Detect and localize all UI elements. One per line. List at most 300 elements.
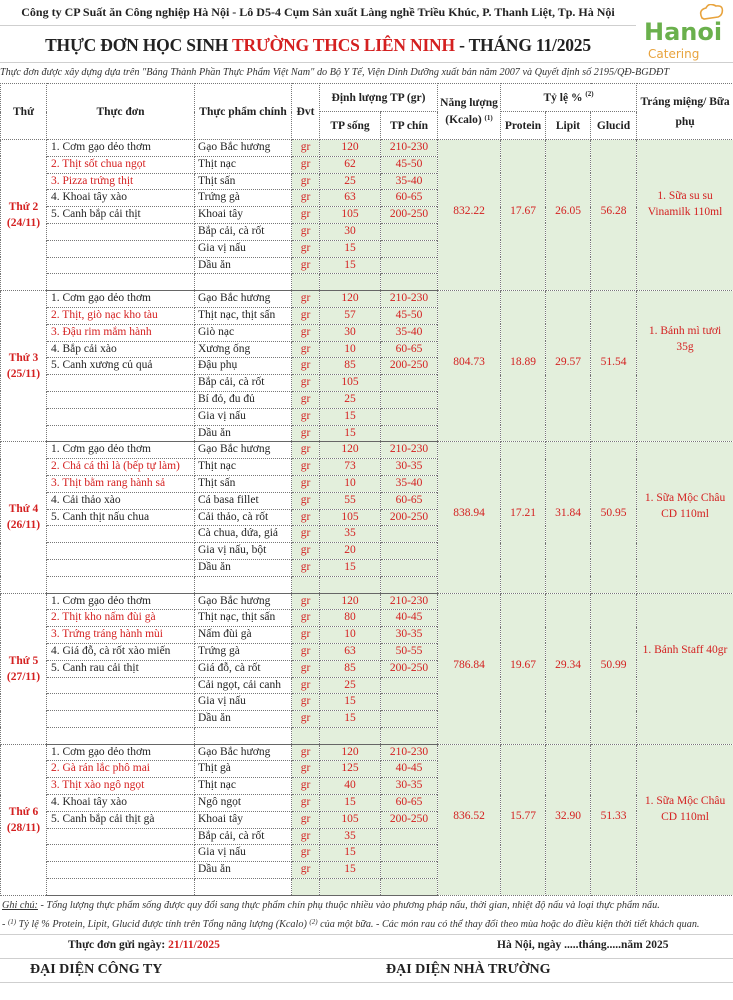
raw-amount-cell: 15 xyxy=(320,559,381,576)
ingredient-cell: Gạo Bắc hương xyxy=(195,593,292,610)
unit-cell: gr xyxy=(292,660,320,677)
ingredient-cell: Gạo Bắc hương xyxy=(195,442,292,459)
unit-cell xyxy=(292,576,320,593)
cooked-amount-cell xyxy=(381,223,438,240)
raw-amount-cell: 120 xyxy=(320,442,381,459)
protein-cell: 18.89 xyxy=(501,291,546,442)
raw-amount-cell: 15 xyxy=(320,795,381,812)
dish-cell: 4. Khoai tây xào xyxy=(47,795,195,812)
dish-cell: 3. Pizza trứng thịt xyxy=(47,173,195,190)
ingredient-cell: Thịt gà xyxy=(195,761,292,778)
raw-amount-cell: 25 xyxy=(320,391,381,408)
raw-amount-cell: 20 xyxy=(320,543,381,560)
unit-cell: gr xyxy=(292,526,320,543)
day-name: Thứ 2 xyxy=(8,201,39,214)
ingredient-cell xyxy=(195,727,292,744)
dish-cell xyxy=(47,408,195,425)
table-row xyxy=(1,744,733,761)
raw-amount-cell: 15 xyxy=(320,711,381,728)
cooked-amount-cell: 200-250 xyxy=(381,207,438,224)
ingredient-cell: Dầu ăn xyxy=(195,559,292,576)
lipit-cell: 29.57 xyxy=(546,291,591,442)
ingredient-cell: Cải ngọt, cải canh xyxy=(195,677,292,694)
cooked-amount-cell: 60-65 xyxy=(381,341,438,358)
dish-cell xyxy=(47,526,195,543)
raw-amount-cell: 25 xyxy=(320,173,381,190)
col-header-tp-song: TP sống xyxy=(320,112,381,140)
dish-cell: 4. Cải thảo xào xyxy=(47,492,195,509)
unit-cell: gr xyxy=(292,475,320,492)
raw-amount-cell: 105 xyxy=(320,207,381,224)
raw-amount-cell: 105 xyxy=(320,509,381,526)
dish-cell xyxy=(47,727,195,744)
unit-cell: gr xyxy=(292,492,320,509)
dish-cell xyxy=(47,845,195,862)
cooked-amount-cell xyxy=(381,425,438,442)
sent-label: Thực đơn gửi ngày: xyxy=(68,939,169,951)
dish-cell: 5. Canh thịt nấu chua xyxy=(47,509,195,526)
glucid-cell: 56.28 xyxy=(591,140,637,291)
raw-amount-cell xyxy=(320,274,381,291)
ingredient-cell xyxy=(195,879,292,896)
dish-cell: 5. Canh bắp cải thịt gà xyxy=(47,811,195,828)
raw-amount-cell: 125 xyxy=(320,761,381,778)
cooked-amount-cell xyxy=(381,391,438,408)
unit-cell: gr xyxy=(292,375,320,392)
raw-amount-cell: 30 xyxy=(320,223,381,240)
raw-amount-cell: 15 xyxy=(320,408,381,425)
ingredient-cell: Nấm đùi gà xyxy=(195,627,292,644)
day-date: (27/11) xyxy=(6,670,41,683)
cooked-amount-cell xyxy=(381,727,438,744)
ingredient-cell: Đậu phụ xyxy=(195,358,292,375)
col-header-glucid: Glucid xyxy=(591,112,637,140)
cooked-amount-cell: 30-35 xyxy=(381,778,438,795)
day-date: (25/11) xyxy=(6,368,41,381)
cooked-amount-cell xyxy=(381,879,438,896)
menu-table xyxy=(0,83,733,896)
unit-cell: gr xyxy=(292,173,320,190)
note-prefix: - xyxy=(2,919,8,930)
glucid-cell: 51.54 xyxy=(591,291,637,442)
dish-cell: 1. Cơm gạo dẻo thơm xyxy=(47,442,195,459)
raw-amount-cell xyxy=(320,576,381,593)
title-school: TRƯỜNG THCS LIÊN NINH xyxy=(232,35,455,55)
table-row xyxy=(1,291,733,308)
day-date: (26/11) xyxy=(6,519,41,532)
ty-le-label: Tỷ lệ % xyxy=(543,91,583,104)
raw-amount-cell: 15 xyxy=(320,694,381,711)
divider xyxy=(0,982,733,983)
title-prefix: THỰC ĐƠN HỌC SINH xyxy=(45,35,233,55)
unit-cell: gr xyxy=(292,509,320,526)
unit-cell: gr xyxy=(292,240,320,257)
cooked-amount-cell: 200-250 xyxy=(381,358,438,375)
cooked-amount-cell: 200-250 xyxy=(381,509,438,526)
dish-cell xyxy=(47,576,195,593)
logo-sub-text: Catering xyxy=(648,47,700,61)
raw-amount-cell xyxy=(320,727,381,744)
kcal-cell: 832.22 xyxy=(438,140,501,291)
dish-cell: 1. Cơm gạo dẻo thơm xyxy=(47,593,195,610)
dish-cell: 3. Thịt xào ngô ngọt xyxy=(47,778,195,795)
dish-cell: 2. Thịt, giò nạc kho tàu xyxy=(47,307,195,324)
raw-amount-cell: 10 xyxy=(320,627,381,644)
day-name: Thứ 5 xyxy=(8,654,39,667)
ingredient-cell: Gạo Bắc hương xyxy=(195,291,292,308)
col-header-protein: Protein xyxy=(501,112,546,140)
raw-amount-cell: 57 xyxy=(320,307,381,324)
unit-cell: gr xyxy=(292,761,320,778)
dish-cell xyxy=(47,425,195,442)
ingredient-cell: Bắp cải, cà rốt xyxy=(195,223,292,240)
cooked-amount-cell xyxy=(381,257,438,274)
raw-amount-cell: 120 xyxy=(320,744,381,761)
unit-cell: gr xyxy=(292,207,320,224)
day-date: (24/11) xyxy=(6,217,41,230)
unit-cell: gr xyxy=(292,559,320,576)
day-label xyxy=(1,140,47,291)
ingredient-cell: Bí đỏ, đu đủ xyxy=(195,391,292,408)
day-date: (28/11) xyxy=(6,821,41,834)
lipit-cell: 29.34 xyxy=(546,593,591,744)
cooked-amount-cell xyxy=(381,711,438,728)
ingredient-cell: Cải thảo, cà rốt xyxy=(195,509,292,526)
raw-amount-cell: 30 xyxy=(320,324,381,341)
unit-cell: gr xyxy=(292,257,320,274)
ingredient-cell: Giá đỗ, cà rốt xyxy=(195,660,292,677)
ingredient-cell: Khoai tây xyxy=(195,811,292,828)
cooked-amount-cell: 35-40 xyxy=(381,475,438,492)
divider xyxy=(0,25,636,26)
unit-cell: gr xyxy=(292,845,320,862)
raw-amount-cell: 35 xyxy=(320,526,381,543)
unit-cell: gr xyxy=(292,795,320,812)
ingredient-cell: Bắp cải, cà rốt xyxy=(195,375,292,392)
dish-cell: 1. Cơm gạo dẻo thơm xyxy=(47,140,195,157)
unit-cell: gr xyxy=(292,307,320,324)
unit-cell: gr xyxy=(292,223,320,240)
unit-cell: gr xyxy=(292,140,320,157)
cooked-amount-cell xyxy=(381,677,438,694)
col-header-tp-chin: TP chín xyxy=(381,112,438,140)
ingredient-cell: Thịt nạc xyxy=(195,156,292,173)
col-header-thu: Thứ xyxy=(1,84,47,140)
nang-luong-sup: (1) xyxy=(484,113,493,122)
unit-cell: gr xyxy=(292,828,320,845)
dish-cell: 2. Thịt sốt chua ngọt xyxy=(47,156,195,173)
unit-cell: gr xyxy=(292,291,320,308)
raw-amount-cell: 120 xyxy=(320,140,381,157)
unit-cell: gr xyxy=(292,610,320,627)
raw-amount-cell: 40 xyxy=(320,778,381,795)
day-label xyxy=(1,593,47,744)
col-header-dinh-luong: Định lượng TP (gr) xyxy=(320,84,438,112)
sent-date-value: 21/11/2025 xyxy=(168,939,220,951)
note-sup-2: (2) xyxy=(309,918,318,926)
table-row xyxy=(1,140,733,157)
dish-cell: 4. Giá đỗ, cà rốt xào miến xyxy=(47,643,195,660)
signature-company: ĐẠI DIỆN CÔNG TY xyxy=(30,962,163,977)
ingredient-cell: Trứng gà xyxy=(195,643,292,660)
kcal-cell: 786.84 xyxy=(438,593,501,744)
cooked-amount-cell xyxy=(381,526,438,543)
raw-amount-cell: 15 xyxy=(320,845,381,862)
ingredient-cell: Gia vị nấu xyxy=(195,240,292,257)
dish-cell xyxy=(47,274,195,291)
glucid-cell: 51.33 xyxy=(591,744,637,895)
ingredient-cell xyxy=(195,274,292,291)
dish-cell: 2. Chả cá thì là (bếp tự làm) xyxy=(47,459,195,476)
col-header-nang-luong xyxy=(438,84,501,140)
ingredient-cell: Thịt nạc xyxy=(195,459,292,476)
unit-cell: gr xyxy=(292,811,320,828)
day-name: Thứ 3 xyxy=(8,352,39,365)
dessert-cell: 1. Bánh mì tươi 35g xyxy=(637,291,733,442)
notes xyxy=(0,896,733,934)
unit-cell: gr xyxy=(292,627,320,644)
kcal-cell: 804.73 xyxy=(438,291,501,442)
unit-cell xyxy=(292,879,320,896)
unit-cell: gr xyxy=(292,425,320,442)
ingredient-cell: Bắp cải, cà rốt xyxy=(195,828,292,845)
table-row xyxy=(1,442,733,459)
dish-cell xyxy=(47,257,195,274)
cooked-amount-cell xyxy=(381,240,438,257)
cooked-amount-cell xyxy=(381,375,438,392)
cooked-amount-cell xyxy=(381,576,438,593)
cooked-amount-cell xyxy=(381,845,438,862)
hanoi-catering-logo xyxy=(640,4,730,64)
dish-cell: 3. Trứng tráng hành mùi xyxy=(47,627,195,644)
ingredient-cell: Trứng gà xyxy=(195,190,292,207)
unit-cell: gr xyxy=(292,694,320,711)
dish-cell: 5. Canh xương củ quả xyxy=(47,358,195,375)
ingredient-cell: Dầu ăn xyxy=(195,711,292,728)
cooked-amount-cell: 210-230 xyxy=(381,291,438,308)
cooked-amount-cell: 200-250 xyxy=(381,660,438,677)
dish-cell: 2. Thịt kho nấm đùi gà xyxy=(47,610,195,627)
unit-cell xyxy=(292,727,320,744)
cooked-amount-cell: 40-45 xyxy=(381,610,438,627)
col-header-thuc-pham: Thực phẩm chính xyxy=(195,84,292,140)
dish-cell xyxy=(47,543,195,560)
raw-amount-cell: 120 xyxy=(320,593,381,610)
raw-amount-cell xyxy=(320,879,381,896)
unit-cell: gr xyxy=(292,324,320,341)
raw-amount-cell: 120 xyxy=(320,291,381,308)
note-text-1: - Tổng lượng thực phẩm sống được quy đổi sang thực phẩm chín phụ thuộc nhiều vào phương pháp nấu, thời gian, nhiệt độ nấu và loại thực phẩm nấu. xyxy=(37,900,660,911)
glucid-cell: 50.99 xyxy=(591,593,637,744)
ingredient-cell: Gia vị nấu xyxy=(195,694,292,711)
ingredient-cell: Thịt nạc xyxy=(195,778,292,795)
raw-amount-cell: 15 xyxy=(320,862,381,879)
dish-cell xyxy=(47,223,195,240)
title-suffix: - THÁNG 11/2025 xyxy=(454,35,591,55)
unit-cell: gr xyxy=(292,593,320,610)
ingredient-cell: Xương ống xyxy=(195,341,292,358)
protein-cell: 19.67 xyxy=(501,593,546,744)
kcal-cell: 836.52 xyxy=(438,744,501,895)
company-info: Công ty CP Suất ăn Công nghiệp Hà Nội - Lô D5-4 Cụm Sản xuất Làng nghề Triều Khúc, P. Thanh Liệt, Tp. Hà Nội xyxy=(21,5,615,19)
kcal-cell: 838.94 xyxy=(438,442,501,593)
raw-amount-cell: 105 xyxy=(320,811,381,828)
dish-cell xyxy=(47,862,195,879)
cooked-amount-cell: 50-55 xyxy=(381,643,438,660)
day-label xyxy=(1,442,47,593)
unit-cell: gr xyxy=(292,711,320,728)
page-title xyxy=(0,30,636,60)
dish-cell: 5. Canh rau cải thịt xyxy=(47,660,195,677)
note-line-2 xyxy=(0,915,733,934)
cooked-amount-cell xyxy=(381,828,438,845)
cooked-amount-cell: 35-40 xyxy=(381,324,438,341)
unit-cell: gr xyxy=(292,459,320,476)
cooked-amount-cell xyxy=(381,543,438,560)
dish-cell xyxy=(47,677,195,694)
raw-amount-cell: 15 xyxy=(320,425,381,442)
unit-cell: gr xyxy=(292,408,320,425)
ingredient-cell: Dầu ăn xyxy=(195,862,292,879)
raw-amount-cell: 85 xyxy=(320,660,381,677)
sent-date xyxy=(68,939,220,951)
cooked-amount-cell: 60-65 xyxy=(381,190,438,207)
dish-cell xyxy=(47,391,195,408)
cooked-amount-cell: 60-65 xyxy=(381,795,438,812)
raw-amount-cell: 85 xyxy=(320,358,381,375)
note-text-2a: Tỷ lệ % Protein, Lipit, Glucid được tính trên Tổng năng lượng (Kcalo) xyxy=(16,919,310,930)
dish-cell: 1. Cơm gạo dẻo thơm xyxy=(47,291,195,308)
note-sup-1: (1) xyxy=(7,918,17,926)
unit-cell: gr xyxy=(292,442,320,459)
unit-cell: gr xyxy=(292,778,320,795)
place-date: Hà Nội, ngày .....tháng.....năm 2025 xyxy=(497,939,669,951)
raw-amount-cell: 15 xyxy=(320,257,381,274)
raw-amount-cell: 25 xyxy=(320,677,381,694)
dish-cell xyxy=(47,879,195,896)
dish-cell xyxy=(47,828,195,845)
cooked-amount-cell xyxy=(381,559,438,576)
raw-amount-cell: 55 xyxy=(320,492,381,509)
divider xyxy=(0,934,733,935)
ingredient-cell: Ngô ngọt xyxy=(195,795,292,812)
cooked-amount-cell xyxy=(381,274,438,291)
unit-cell: gr xyxy=(292,862,320,879)
dish-cell: 2. Gà rán lắc phô mai xyxy=(47,761,195,778)
ingredient-cell: Gia vị nấu xyxy=(195,408,292,425)
dish-cell xyxy=(47,559,195,576)
protein-cell: 17.67 xyxy=(501,140,546,291)
ingredient-cell: Cà chua, dứa, giá xyxy=(195,526,292,543)
unit-cell: gr xyxy=(292,358,320,375)
day-label xyxy=(1,291,47,442)
lipit-cell: 26.05 xyxy=(546,140,591,291)
unit-cell: gr xyxy=(292,190,320,207)
raw-amount-cell: 80 xyxy=(320,610,381,627)
dish-cell: 3. Đậu rim mắm hành xyxy=(47,324,195,341)
unit-cell: gr xyxy=(292,643,320,660)
raw-amount-cell: 73 xyxy=(320,459,381,476)
ingredient-cell: Dầu ăn xyxy=(195,257,292,274)
dish-cell xyxy=(47,240,195,257)
dish-cell xyxy=(47,694,195,711)
lipit-cell: 31.84 xyxy=(546,442,591,593)
col-header-ty-le xyxy=(501,84,637,112)
signature-school: ĐẠI DIỆN NHÀ TRƯỜNG xyxy=(386,962,551,977)
cooked-amount-cell: 200-250 xyxy=(381,811,438,828)
ingredient-cell: Thịt sấn xyxy=(195,173,292,190)
day-name: Thứ 4 xyxy=(8,503,39,516)
dish-cell: 3. Thịt bằm rang hành sả xyxy=(47,475,195,492)
ingredient-cell: Dầu ăn xyxy=(195,425,292,442)
raw-amount-cell: 63 xyxy=(320,190,381,207)
note-line-1 xyxy=(0,896,733,915)
col-header-thuc-don: Thực đơn xyxy=(47,84,195,140)
raw-amount-cell: 62 xyxy=(320,156,381,173)
menu-basis-note: Thực đơn được xây dựng dựa trên "Bảng Thành Phần Thực Phẩm Việt Nam" do Bộ Y Tế, Viện Dinh Dưỡng xuất bản năm 2007 và Quyết định số 2195/QĐ-BGDĐT xyxy=(0,67,670,78)
cooked-amount-cell: 210-230 xyxy=(381,744,438,761)
logo-main-text: Hanoi xyxy=(644,18,723,46)
cooked-amount-cell: 35-40 xyxy=(381,173,438,190)
table-row xyxy=(1,593,733,610)
raw-amount-cell: 35 xyxy=(320,828,381,845)
day-name: Thứ 6 xyxy=(8,805,39,818)
col-header-trang-mieng: Tráng miệng/ Bữa phụ xyxy=(637,84,733,140)
cooked-amount-cell: 210-230 xyxy=(381,140,438,157)
unit-cell: gr xyxy=(292,156,320,173)
dish-cell xyxy=(47,375,195,392)
nang-luong-label: Năng lượng (Kcalo) xyxy=(440,96,498,126)
raw-amount-cell: 63 xyxy=(320,643,381,660)
raw-amount-cell: 15 xyxy=(320,240,381,257)
unit-cell: gr xyxy=(292,341,320,358)
cooked-amount-cell: 45-50 xyxy=(381,307,438,324)
col-header-lipit: Lipit xyxy=(546,112,591,140)
ingredient-cell: Gạo Bắc hương xyxy=(195,140,292,157)
cooked-amount-cell: 30-35 xyxy=(381,627,438,644)
cooked-amount-cell xyxy=(381,408,438,425)
unit-cell xyxy=(292,274,320,291)
ingredient-cell xyxy=(195,576,292,593)
cooked-amount-cell: 40-45 xyxy=(381,761,438,778)
dessert-cell: 1. Sữa Mộc Châu CD 110ml xyxy=(637,744,733,895)
ingredient-cell: Khoai tây xyxy=(195,207,292,224)
dessert-cell: 1. Bánh Staff 40gr xyxy=(637,593,733,744)
ingredient-cell: Cá basa fillet xyxy=(195,492,292,509)
protein-cell: 17.21 xyxy=(501,442,546,593)
raw-amount-cell: 105 xyxy=(320,375,381,392)
col-header-dvt: Đvt xyxy=(292,84,320,140)
unit-cell: gr xyxy=(292,391,320,408)
ingredient-cell: Gia vị nấu, bột xyxy=(195,543,292,560)
unit-cell: gr xyxy=(292,543,320,560)
cooked-amount-cell: 210-230 xyxy=(381,593,438,610)
glucid-cell: 50.95 xyxy=(591,442,637,593)
unit-cell: gr xyxy=(292,744,320,761)
raw-amount-cell: 10 xyxy=(320,475,381,492)
divider xyxy=(0,958,733,959)
dessert-cell: 1. Sữa Mộc Châu CD 110ml xyxy=(637,442,733,593)
ingredient-cell: Thịt sấn xyxy=(195,475,292,492)
dish-cell: 4. Khoai tây xào xyxy=(47,190,195,207)
dish-cell: 5. Canh bắp cải thịt xyxy=(47,207,195,224)
cooked-amount-cell xyxy=(381,862,438,879)
protein-cell: 15.77 xyxy=(501,744,546,895)
ingredient-cell: Gạo Bắc hương xyxy=(195,744,292,761)
dessert-cell: 1. Sữa su su Vinamilk 110ml xyxy=(637,140,733,291)
lipit-cell: 32.90 xyxy=(546,744,591,895)
cooked-amount-cell: 45-50 xyxy=(381,156,438,173)
